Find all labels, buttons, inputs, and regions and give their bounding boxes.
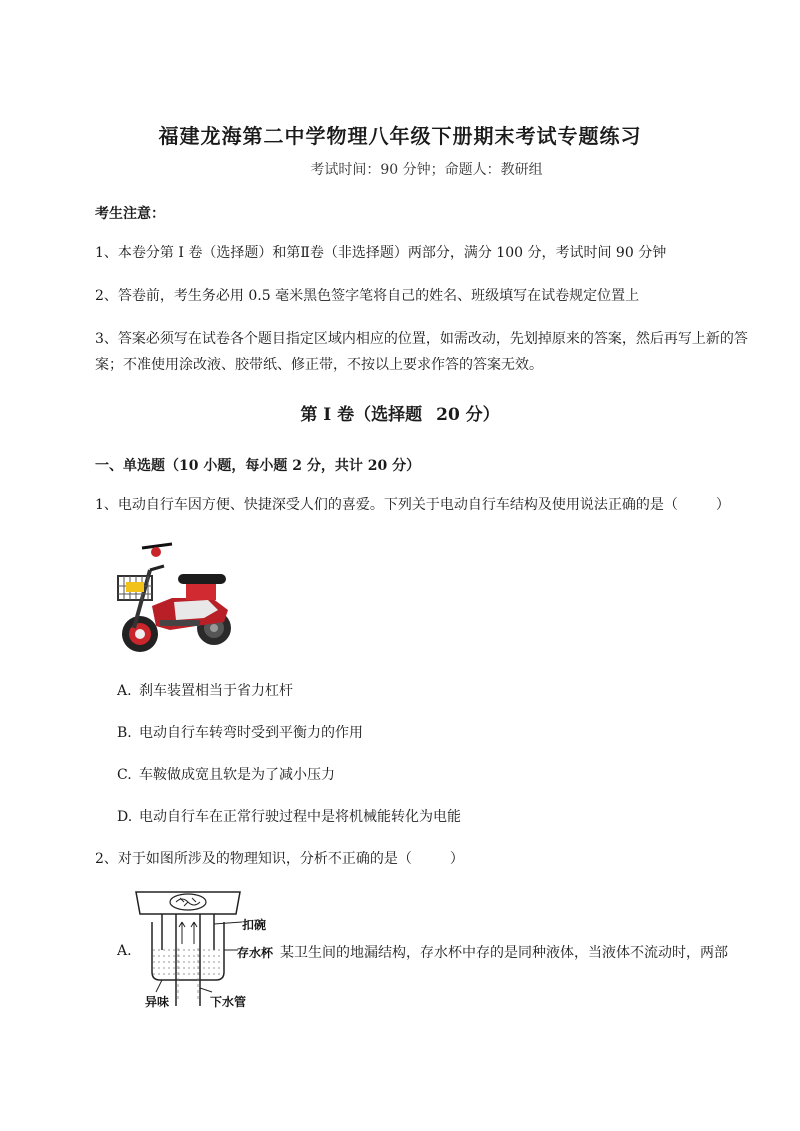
option-b bbox=[117, 722, 363, 744]
label-cup: 存水杯 bbox=[237, 946, 274, 960]
notice-heading: 考生注意： bbox=[95, 206, 165, 222]
section-title-left: 第 I 卷（选择题 bbox=[300, 405, 423, 425]
option-d bbox=[117, 806, 461, 828]
option-letter: C. bbox=[117, 767, 132, 783]
electric-bike-image bbox=[112, 536, 244, 662]
question-stem bbox=[95, 848, 755, 870]
option-text: 刹车装置相当于省力杠杆 bbox=[139, 683, 293, 699]
notice-item: 1、本卷分第 I 卷（选择题）和第Ⅱ卷（非选择题）两部分，满分 100 分，考试时间 90 分钟 bbox=[95, 245, 667, 261]
option-text: 车鞍做成宽且软是为了减小压力 bbox=[139, 767, 335, 783]
option-letter: A. bbox=[117, 683, 132, 699]
option-a bbox=[117, 680, 293, 702]
question-paren-close: ） bbox=[449, 851, 464, 867]
question-stem bbox=[95, 494, 755, 516]
question-paren-close: ） bbox=[715, 497, 730, 513]
label-pipe: 下水管 bbox=[210, 995, 247, 1009]
page-title: 福建龙海第二中学物理八年级下册期末考试专题练习 bbox=[158, 124, 642, 148]
section-title bbox=[0, 400, 800, 425]
option-text: 电动自行车在正常行驶过程中是将机械能转化为电能 bbox=[139, 809, 461, 825]
question-text: 2、对于如图所涉及的物理知识，分析不正确的是（ bbox=[95, 851, 412, 867]
question-text: 1、电动自行车因方便、快捷深受人们的喜爱。下列关于电动自行车结构及使用说法正确的是（ bbox=[95, 497, 678, 513]
notice-item: 3、答案必须写在试卷各个题目指定区域内相应的位置，如需改动，先划掉原来的答案，然后再写上新的答案；不准使用涂改液、胶带纸、修正带，不按以上要求作答的答案无效。 bbox=[95, 331, 748, 373]
notice-item: 2、答卷前，考生务必用 0.5 毫米黑色签字笔将自己的姓名、班级填写在试卷规定位置上 bbox=[95, 288, 640, 304]
option-letter: B. bbox=[117, 725, 132, 741]
part-title: 一、单选题（10 小题，每小题 2 分，共计 20 分） bbox=[95, 458, 421, 474]
section-title-right: 20 分） bbox=[436, 405, 500, 425]
option-c bbox=[117, 764, 335, 786]
option-text: 电动自行车转弯时受到平衡力的作用 bbox=[139, 725, 363, 741]
label-smell: 异味 bbox=[145, 995, 170, 1009]
label-bowl: 扣碗 bbox=[242, 918, 267, 932]
exam-info: 考试时间：90 分钟；命题人：教研组 bbox=[310, 162, 543, 178]
option-letter: A. bbox=[117, 943, 132, 959]
option-text: 某卫生间的地漏结构，存水杯中存的是同种液体，当液体不流动时，两部 bbox=[280, 945, 728, 961]
option-letter: D. bbox=[117, 809, 133, 825]
